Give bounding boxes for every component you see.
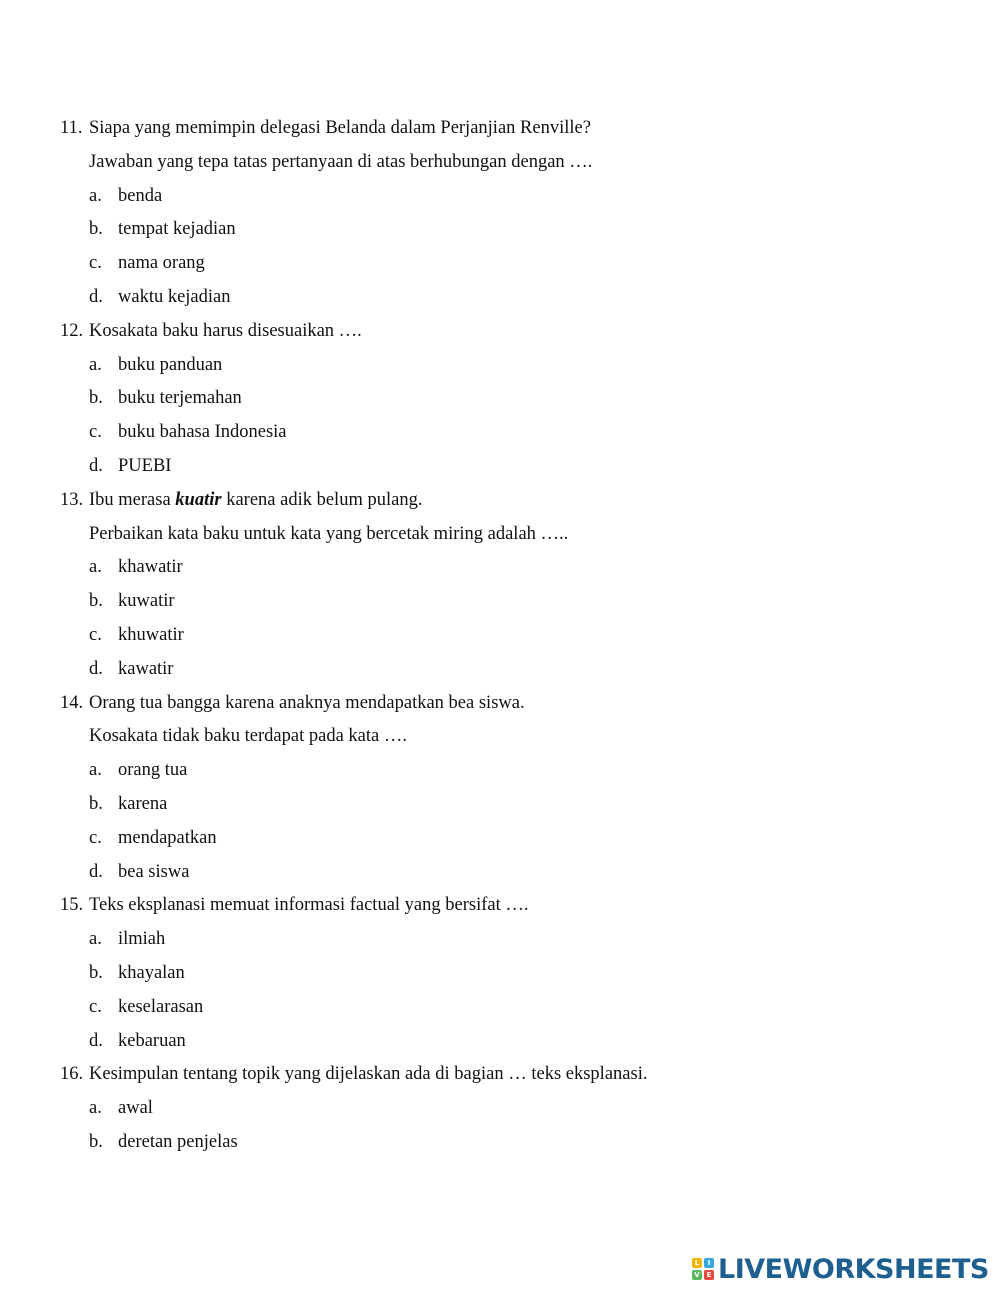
option-letter: d. <box>89 286 103 307</box>
option-text: tempat kejadian <box>118 219 236 240</box>
option-text: mendapatkan <box>118 827 217 848</box>
question-subtext: Kosakata tidak baku terdapat pada kata …. <box>89 726 407 747</box>
option-text: ilmiah <box>118 929 166 950</box>
option-letter: c. <box>89 827 102 848</box>
question-13 <box>0 484 1000 518</box>
question-number: 13. <box>60 489 84 510</box>
option-text: buku bahasa Indonesia <box>118 422 287 443</box>
logo-mark-tile: V <box>692 1270 702 1280</box>
question-15 <box>0 889 1000 923</box>
question-text: Siapa yang memimpin delegasi Belanda dalam Perjanjian Renville? <box>89 118 591 138</box>
option-11-b[interactable] <box>0 213 1000 247</box>
option-text: keselarasan <box>118 996 204 1017</box>
option-letter: b. <box>89 962 103 983</box>
option-16-b[interactable] <box>0 1126 1000 1160</box>
question-16 <box>0 1058 1000 1092</box>
option-letter: a. <box>89 929 102 950</box>
question-number: 14. <box>60 692 84 713</box>
option-12-b[interactable] <box>0 382 1000 416</box>
option-14-a[interactable] <box>0 754 1000 788</box>
option-letter: b. <box>89 388 103 409</box>
option-letter: a. <box>89 760 102 781</box>
question-11 <box>0 112 1000 146</box>
logo-mark-tile: E <box>704 1270 714 1280</box>
option-letter: d. <box>89 455 103 476</box>
option-text: kawatir <box>118 658 174 679</box>
option-letter: d. <box>89 658 103 679</box>
option-13-c[interactable] <box>0 619 1000 653</box>
option-text: PUEBI <box>118 455 172 476</box>
question-14 <box>0 687 1000 721</box>
option-letter: d. <box>89 861 103 882</box>
option-11-c[interactable] <box>0 247 1000 281</box>
option-14-b[interactable] <box>0 788 1000 822</box>
option-text: deretan penjelas <box>118 1131 238 1152</box>
option-12-a[interactable] <box>0 349 1000 383</box>
option-text: kebaruan <box>118 1030 186 1051</box>
option-text: orang tua <box>118 760 188 781</box>
question-11-subtext <box>0 146 1000 180</box>
option-11-d[interactable] <box>0 281 1000 315</box>
option-letter: b. <box>89 591 103 612</box>
option-letter: a. <box>89 1098 102 1119</box>
option-letter: c. <box>89 422 102 443</box>
emphasized-word: kuatir <box>175 489 222 510</box>
option-letter: b. <box>89 793 103 814</box>
option-text: awal <box>118 1098 153 1119</box>
option-text: buku terjemahan <box>118 388 242 409</box>
option-letter: a. <box>89 185 102 206</box>
logo-text: LIVEWORKSHEETS <box>718 1253 989 1285</box>
question-13-subtext <box>0 518 1000 552</box>
option-text: karena <box>118 793 168 814</box>
option-text: waktu kejadian <box>118 286 231 307</box>
option-14-d[interactable] <box>0 856 1000 890</box>
option-letter: d. <box>89 1030 103 1051</box>
question-number: 12. <box>60 320 84 341</box>
option-letter: c. <box>89 996 102 1017</box>
question-number: 11. <box>60 118 83 138</box>
option-letter: c. <box>89 624 102 645</box>
option-16-a[interactable] <box>0 1092 1000 1126</box>
logo-mark-tile: I <box>704 1258 714 1268</box>
liveworksheets-logo[interactable] <box>692 1253 989 1285</box>
question-text <box>89 484 422 518</box>
option-12-c[interactable] <box>0 416 1000 450</box>
question-14-subtext <box>0 720 1000 754</box>
option-text: khayalan <box>118 962 185 983</box>
question-number: 16. <box>60 1064 84 1085</box>
question-text-before: Ibu merasa <box>89 489 176 510</box>
option-15-b[interactable] <box>0 957 1000 991</box>
question-subtext: Jawaban yang tepa tatas pertanyaan di atas berhubungan dengan …. <box>89 151 593 172</box>
question-subtext: Perbaikan kata baku untuk kata yang bercetak miring adalah ….. <box>89 523 569 544</box>
logo-mark-icon <box>692 1258 714 1280</box>
option-12-d[interactable] <box>0 450 1000 484</box>
option-text: khawatir <box>118 557 183 578</box>
option-13-d[interactable] <box>0 653 1000 687</box>
question-text: Teks eksplanasi memuat informasi factual yang bersifat …. <box>89 895 529 916</box>
option-letter: a. <box>89 557 102 578</box>
option-15-c[interactable] <box>0 991 1000 1025</box>
question-12 <box>0 315 1000 349</box>
question-text-after: karena adik belum pulang. <box>221 489 423 510</box>
option-text: kuwatir <box>118 591 175 612</box>
option-letter: a. <box>89 354 102 375</box>
option-letter: c. <box>89 253 102 274</box>
option-text: khuwatir <box>118 624 184 645</box>
logo-mark-tile: L <box>692 1258 702 1268</box>
option-15-d[interactable] <box>0 1025 1000 1059</box>
option-13-a[interactable] <box>0 551 1000 585</box>
option-letter: b. <box>89 219 103 240</box>
option-14-c[interactable] <box>0 822 1000 856</box>
question-text: Orang tua bangga karena anaknya mendapatkan bea siswa. <box>89 692 525 713</box>
option-15-a[interactable] <box>0 923 1000 957</box>
option-text: buku panduan <box>118 354 223 375</box>
question-number: 15. <box>60 895 84 916</box>
question-text: Kesimpulan tentang topik yang dijelaskan ada di bagian … teks eksplanasi. <box>89 1064 648 1085</box>
worksheet <box>0 112 1000 1160</box>
option-text: nama orang <box>118 253 205 274</box>
question-text: Kosakata baku harus disesuaikan …. <box>89 320 362 341</box>
option-text: bea siswa <box>118 861 190 882</box>
option-text: benda <box>118 185 163 206</box>
option-letter: b. <box>89 1131 103 1152</box>
option-13-b[interactable] <box>0 585 1000 619</box>
option-11-a[interactable] <box>0 180 1000 214</box>
